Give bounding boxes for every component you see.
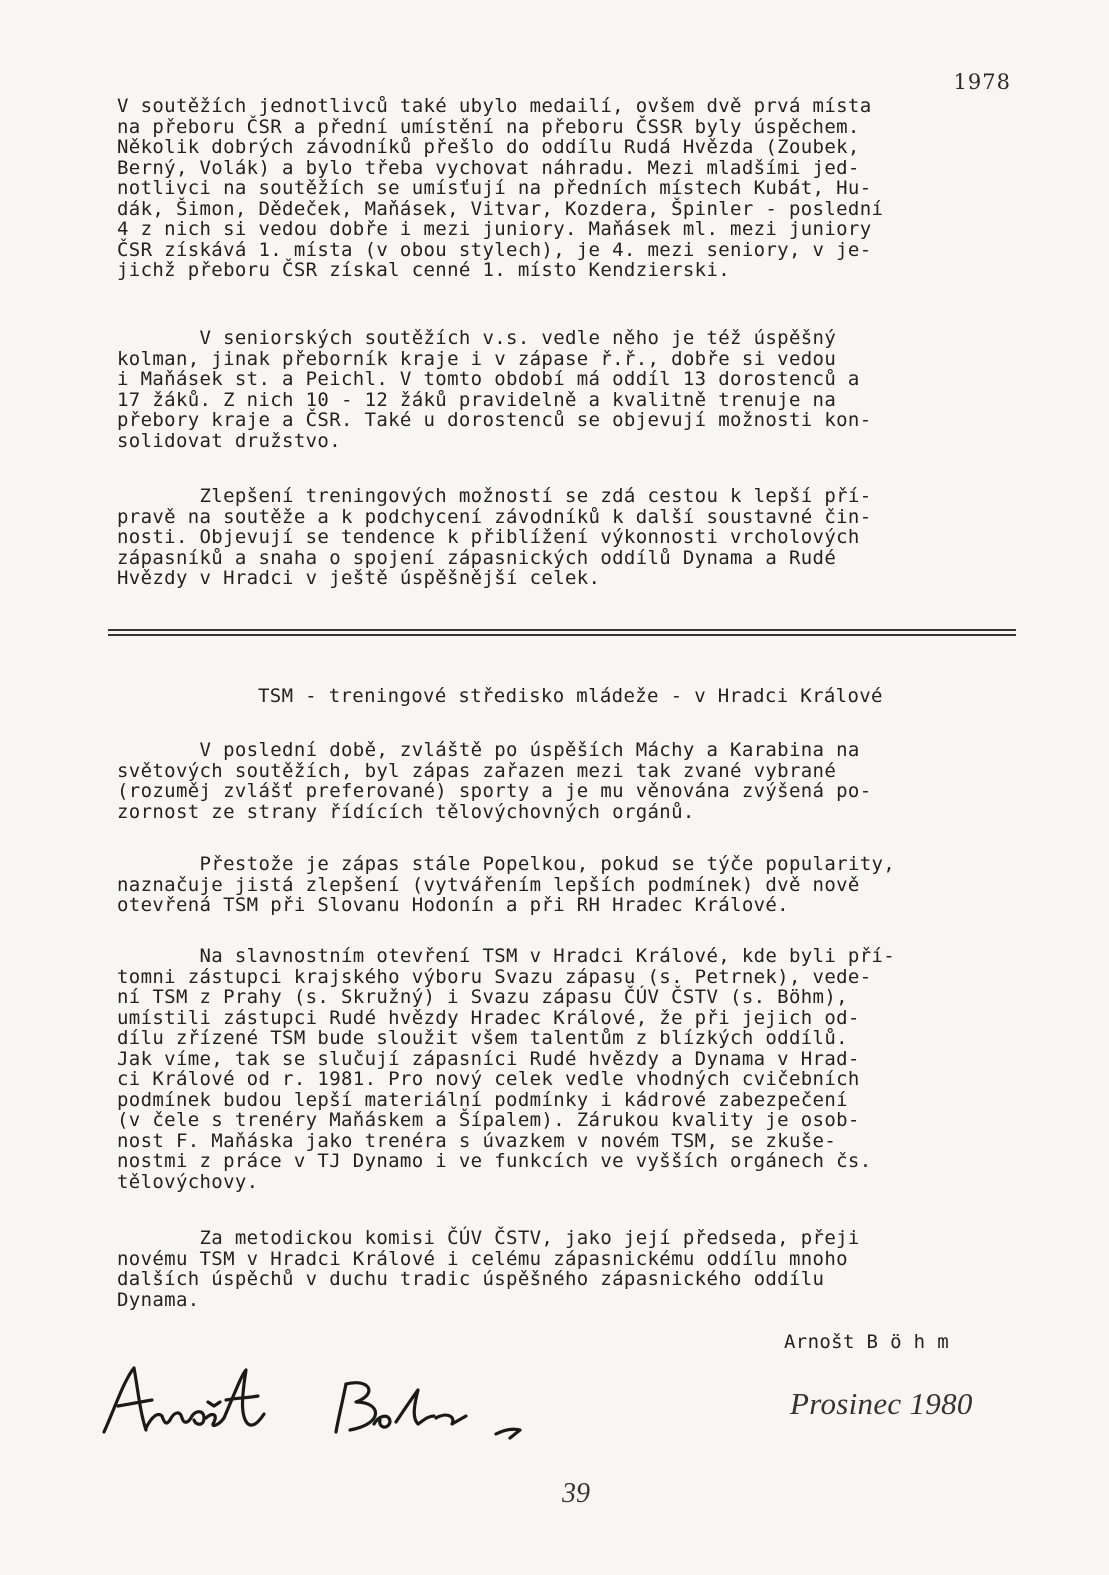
paragraph-1 <box>117 96 1017 281</box>
text-line: dalších úspěchů v duchu tradic úspěšného zápasnického oddílu <box>117 1268 825 1290</box>
text-line: tělovýchovy. <box>117 1170 259 1193</box>
section-paragraph-1 <box>117 740 1017 822</box>
text-line: solidovat družstvo. <box>117 429 341 452</box>
text-line: jichž přeboru ČSR získal cenné 1. místo Kendzierski. <box>117 259 731 281</box>
text-line: podmínek budou lepší materiální podmínky i kádrové zabezpečení <box>117 1088 848 1111</box>
text-line: Na slavnostním otevření TSM v Hradci Králové, kde byli pří- <box>117 945 896 967</box>
text-line: ci Králové od r. 1981. Pro nový celek vedle vhodných cvičebních <box>117 1068 860 1090</box>
text-line: Několik dobrých závodníků přešlo do oddílu Rudá Hvězda (Zoubek, <box>117 136 860 158</box>
text-line: Hvězdy v Hradci v ještě úspěšnější celek. <box>117 567 601 589</box>
section-paragraph-3 <box>117 946 1017 1192</box>
text-line: notlivci na soutěžích se umísťují na předních místech Kubát, Hu- <box>117 177 872 199</box>
section-heading: TSM - treningové středisko mládeže - v Hradci Králové <box>258 685 883 707</box>
text-line: ČSR získává 1. místa (v obou stylech), je 4. mezi seniory, v je- <box>117 238 872 261</box>
text-line: i Maňásek st. a Peichl. V tomto období má oddíl 13 dorostenců a <box>117 368 860 390</box>
handwritten-signature <box>100 1360 540 1450</box>
text-line: ní TSM z Prahy (s. Skružný) i Svazu zápasu ČÚV ČSTV (s. Böhm), <box>117 986 848 1008</box>
section-paragraph-2 <box>117 854 1017 916</box>
text-line: Jak víme, tak se slučují zápasníci Rudé hvězdy a Dynama v Hrad- <box>117 1047 860 1070</box>
text-line: nosti. Objevují se tendence k přiblížení výkonnosti vrcholových <box>117 526 860 548</box>
text-line: naznačuje jistá zlepšení (vytvářením lepších podmínek) dvě nově <box>117 873 860 896</box>
text-line: nost F. Maňáska jako trenéra s úvazkem v novém TSM, se zkuše- <box>117 1129 837 1152</box>
text-line: V seniorských soutěžích v.s. vedle něho je též úspěšný <box>117 327 837 349</box>
text-line: dák, Šimon, Dědeček, Maňásek, Vitvar, Kozdera, Špinler - poslední <box>117 197 884 220</box>
text-line: 17 žáků. Z nich 10 - 12 žáků pravidelně a kvalitně trenuje na <box>117 388 837 411</box>
section-paragraph-4 <box>117 1228 1017 1310</box>
text-line: Berný, Volák) a bylo třeba vychovat náhradu. Mezi mladšími jed- <box>117 156 860 179</box>
text-line: otevřená TSM při Slovanu Hodonín a při RH Hradec Králové. <box>117 894 789 916</box>
text-line: umístili zástupci Rudé hvězdy Hradec Králové, že při jejich od- <box>117 1006 860 1029</box>
author-name: Arnošt B ö h m <box>784 1331 950 1353</box>
text-line: nostmi z práce v TJ Dynamo i ve funkcích ve vyšších orgánech čs. <box>117 1150 872 1172</box>
text-line: Dynama. <box>117 1288 200 1311</box>
date-label: Prosinec 1980 <box>790 1386 973 1421</box>
text-line: zornost ze strany řídících tělovýchovných orgánů. <box>117 800 695 823</box>
text-line: novému TSM v Hradci Králové i celému zápasnickému oddílu mnoho <box>117 1247 848 1270</box>
section-divider-top <box>108 629 1016 631</box>
text-line: V poslední době, zvláště po úspěších Máchy a Karabina na <box>117 739 860 761</box>
text-line: tomni zástupci krajského výboru Svazu zápasu (s. Petrnek), vede- <box>117 965 872 988</box>
paragraph-2 <box>117 328 1017 451</box>
section-divider-bottom <box>108 634 1016 636</box>
text-line: dílu zřízené TSM bude sloužit všem talentům z blízkých oddílů. <box>117 1027 848 1049</box>
text-line: na přeboru ČSR a přední umístění na přeboru ČSSR byly úspěchem. <box>117 115 860 138</box>
text-line: pravě na soutěže a k podchycení závodníků k další soustavné čin- <box>117 505 872 528</box>
text-line: V soutěžích jednotlivců také ubylo medailí, ovšem dvě prvá místa <box>117 95 872 117</box>
text-line: světových soutěžích, byl zápas zařazen mezi tak zvané vybrané <box>117 759 837 782</box>
page-number: 39 <box>562 1478 590 1509</box>
text-line: Zlepšení treningových možností se zdá cestou k lepší pří- <box>117 485 872 507</box>
text-line: kolman, jinak přeborník kraje i v zápase ř.ř., dobře si vedou <box>117 347 837 370</box>
text-line: zápasníků a snaha o spojení zápasnických oddílů Dynama a Rudé <box>117 546 837 569</box>
text-line: přebory kraje a ČSR. Také u dorostenců se objevují možnosti kon- <box>117 409 872 431</box>
text-line: (v čele s trenéry Maňáskem a Šípalem). Zárukou kvality je osob- <box>117 1109 860 1131</box>
text-line: (rozuměj zvlášť preferované) sporty a je mu věnována zvýšená po- <box>117 780 872 802</box>
text-line: Za metodickou komisi ČÚV ČSTV, jako její předseda, přeji <box>117 1227 860 1249</box>
text-line: 4 z nich si vedou dobře i mezi juniory. Maňásek ml. mezi juniory <box>117 218 872 240</box>
year-label: 1978 <box>953 70 1011 94</box>
text-line: Přestože je zápas stále Popelkou, pokud se týče popularity, <box>117 853 896 875</box>
paragraph-3 <box>117 486 1017 589</box>
